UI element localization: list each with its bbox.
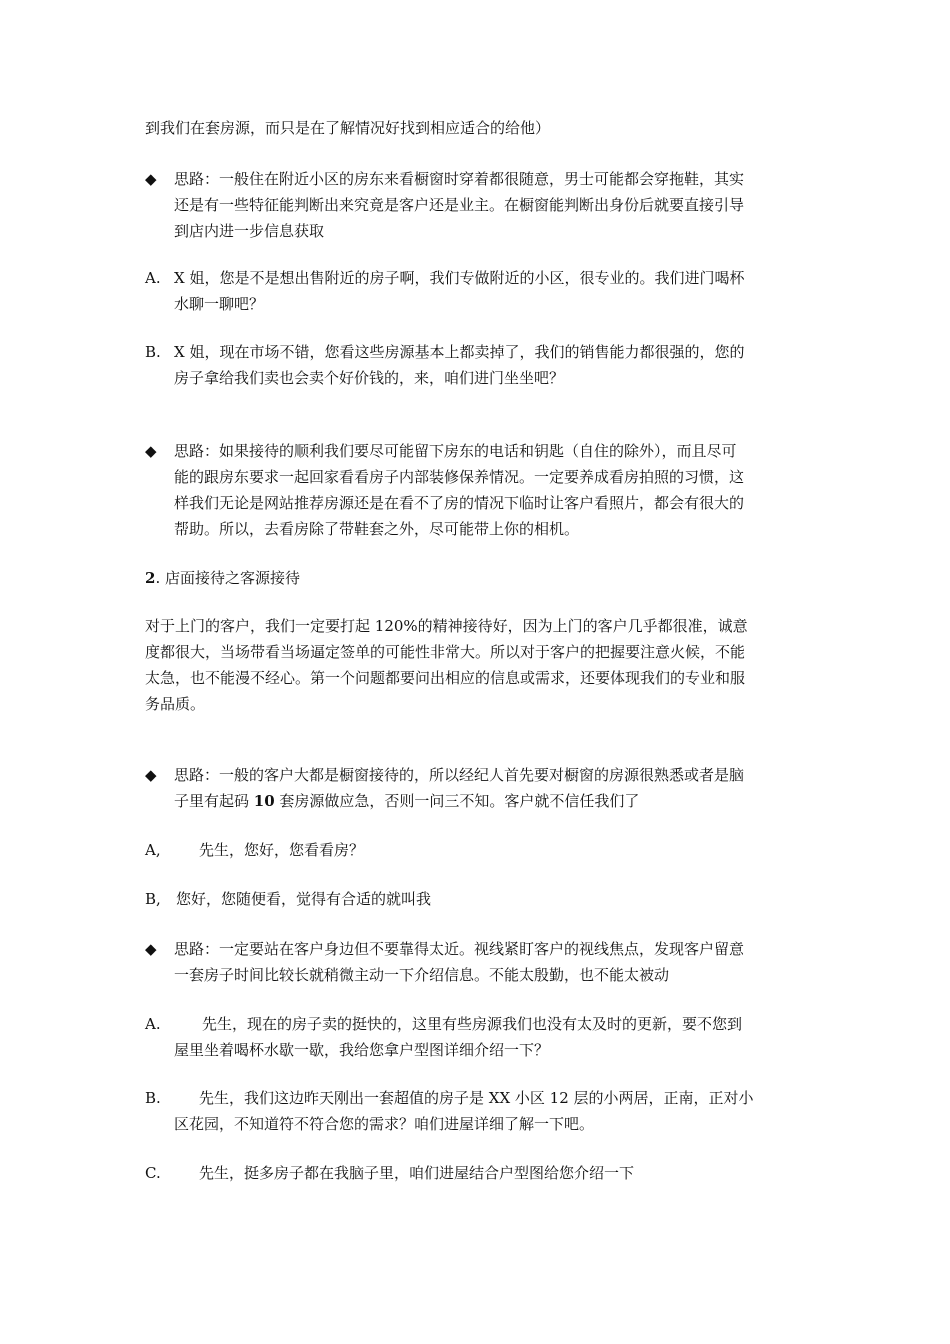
text-line: 先生，现在的房子卖的挺快的，这里有些房源我们也没有太及时的更新，要不您到 <box>202 1015 743 1033</box>
text-line: 思路：一定要站在客户身边但不要靠得太近。视线紧盯客户的视线焦点，发现客户留意 <box>174 940 745 958</box>
bold-number: 10 <box>253 792 275 810</box>
text-line: 房子拿给我们卖也会卖个好价钱的，来，咱们进门坐坐吧？ <box>174 369 565 387</box>
bullet-paragraph <box>174 762 810 814</box>
option-paragraph <box>174 1011 810 1063</box>
text-line: 能的跟房东要求一起回家看看房子内部装修保养情况。一定要养成看房拍照的习惯，这 <box>174 468 745 486</box>
text-span: 套房源做应急，否则一问三不知。客户就不信任我们了 <box>274 792 640 810</box>
text-line: 思路：一般的客户大都是橱窗接待的，所以经纪人首先要对橱窗的房源很熟悉或者是脑 <box>174 766 745 784</box>
section-heading <box>145 565 810 591</box>
text-line: X 姐，现在市场不错，您看这些房源基本上都卖掉了，我们的销售能力都很强的，您的 <box>174 343 745 361</box>
text-line: 样我们无论是网站推荐房源还是在看不了房的情况下临时让客户看照片，都会有很大的 <box>174 494 745 512</box>
paragraph-continuation: 到我们在套房源，而只是在了解情况好找到相应适合的给他） <box>145 119 551 137</box>
option-paragraph <box>174 265 810 317</box>
option-line: 先生，挺多房子都在我脑子里，咱们进屋结合户型图给您介绍一下 <box>199 1164 635 1182</box>
text-line <box>174 788 810 814</box>
text-line: 对于上门的客户，我们一定要打起 120%的精神接待好，因为上门的客户几乎都很准，诚意 <box>145 617 748 635</box>
text-line: 一套房子时间比较长就稍微主动一下介绍信息。不能太殷勤，也不能太被动 <box>174 966 670 984</box>
bullet-diamond-icon: ◆ <box>145 940 157 958</box>
text-line: 水聊一聊吧？ <box>174 295 265 313</box>
text-line: 还是有一些特征能判断出来究竟是客户还是业主。在橱窗能判断出身份后就要直接引导 <box>174 196 745 214</box>
text-line: 屋里坐着喝杯水歇一歇，我给您拿户型图详细介绍一下？ <box>174 1041 550 1059</box>
option-paragraph <box>174 339 810 391</box>
body-paragraph <box>145 613 810 717</box>
list-marker: A, <box>145 841 161 859</box>
list-marker: B, <box>145 890 161 908</box>
bullet-diamond-icon: ◆ <box>145 766 157 784</box>
list-marker: A. <box>145 1015 161 1033</box>
dialogue-line: 您好，您随便看，觉得有合适的就叫我 <box>176 890 432 908</box>
bullet-diamond-icon: ◆ <box>145 170 157 188</box>
text-line: 务品质。 <box>145 695 206 713</box>
text-line: 思路：如果接待的顺利我们要尽可能留下房东的电话和钥匙（自住的除外），而且尽可 <box>174 442 737 460</box>
bullet-diamond-icon: ◆ <box>145 442 157 460</box>
bullet-paragraph <box>174 936 810 988</box>
text-line: 太急，也不能漫不经心。第一个问题都要问出相应的信息或需求，还要体现我们的专业和服 <box>145 669 746 687</box>
section-title: . 店面接待之客源接待 <box>155 569 300 587</box>
section-number: 2 <box>145 569 156 587</box>
list-marker: B. <box>145 343 161 361</box>
list-marker: C. <box>145 1164 161 1182</box>
text-line: 区花园，不知道符不符合您的需求？咱们进屋详细了解一下吧。 <box>174 1115 595 1133</box>
bullet-paragraph <box>174 438 810 542</box>
text-line: 度都很大，当场带看当场逼定签单的可能性非常大。所以对于客户的把握要注意火候，不能 <box>145 643 746 661</box>
list-marker: A. <box>145 269 161 287</box>
dialogue-line: 先生，您好，您看看房？ <box>199 841 365 859</box>
text-line: 到店内进一步信息获取 <box>174 222 325 240</box>
text-span: 子里有起码 <box>174 792 254 810</box>
option-paragraph <box>174 1085 810 1137</box>
text-line: X 姐，您是不是想出售附近的房子啊，我们专做附近的小区，很专业的。我们进门喝杯 <box>174 269 745 287</box>
list-marker: B. <box>145 1089 161 1107</box>
text-line: 帮助。所以，去看房除了带鞋套之外，尽可能带上你的相机。 <box>174 520 580 538</box>
text-line: 思路：一般住在附近小区的房东来看橱窗时穿着都很随意，男士可能都会穿拖鞋，其实 <box>174 170 745 188</box>
bullet-paragraph <box>174 166 810 244</box>
text-line: 先生，我们这边昨天刚出一套超值的房子是 XX 小区 12 层的小两居，正南，正对小 <box>199 1089 754 1107</box>
